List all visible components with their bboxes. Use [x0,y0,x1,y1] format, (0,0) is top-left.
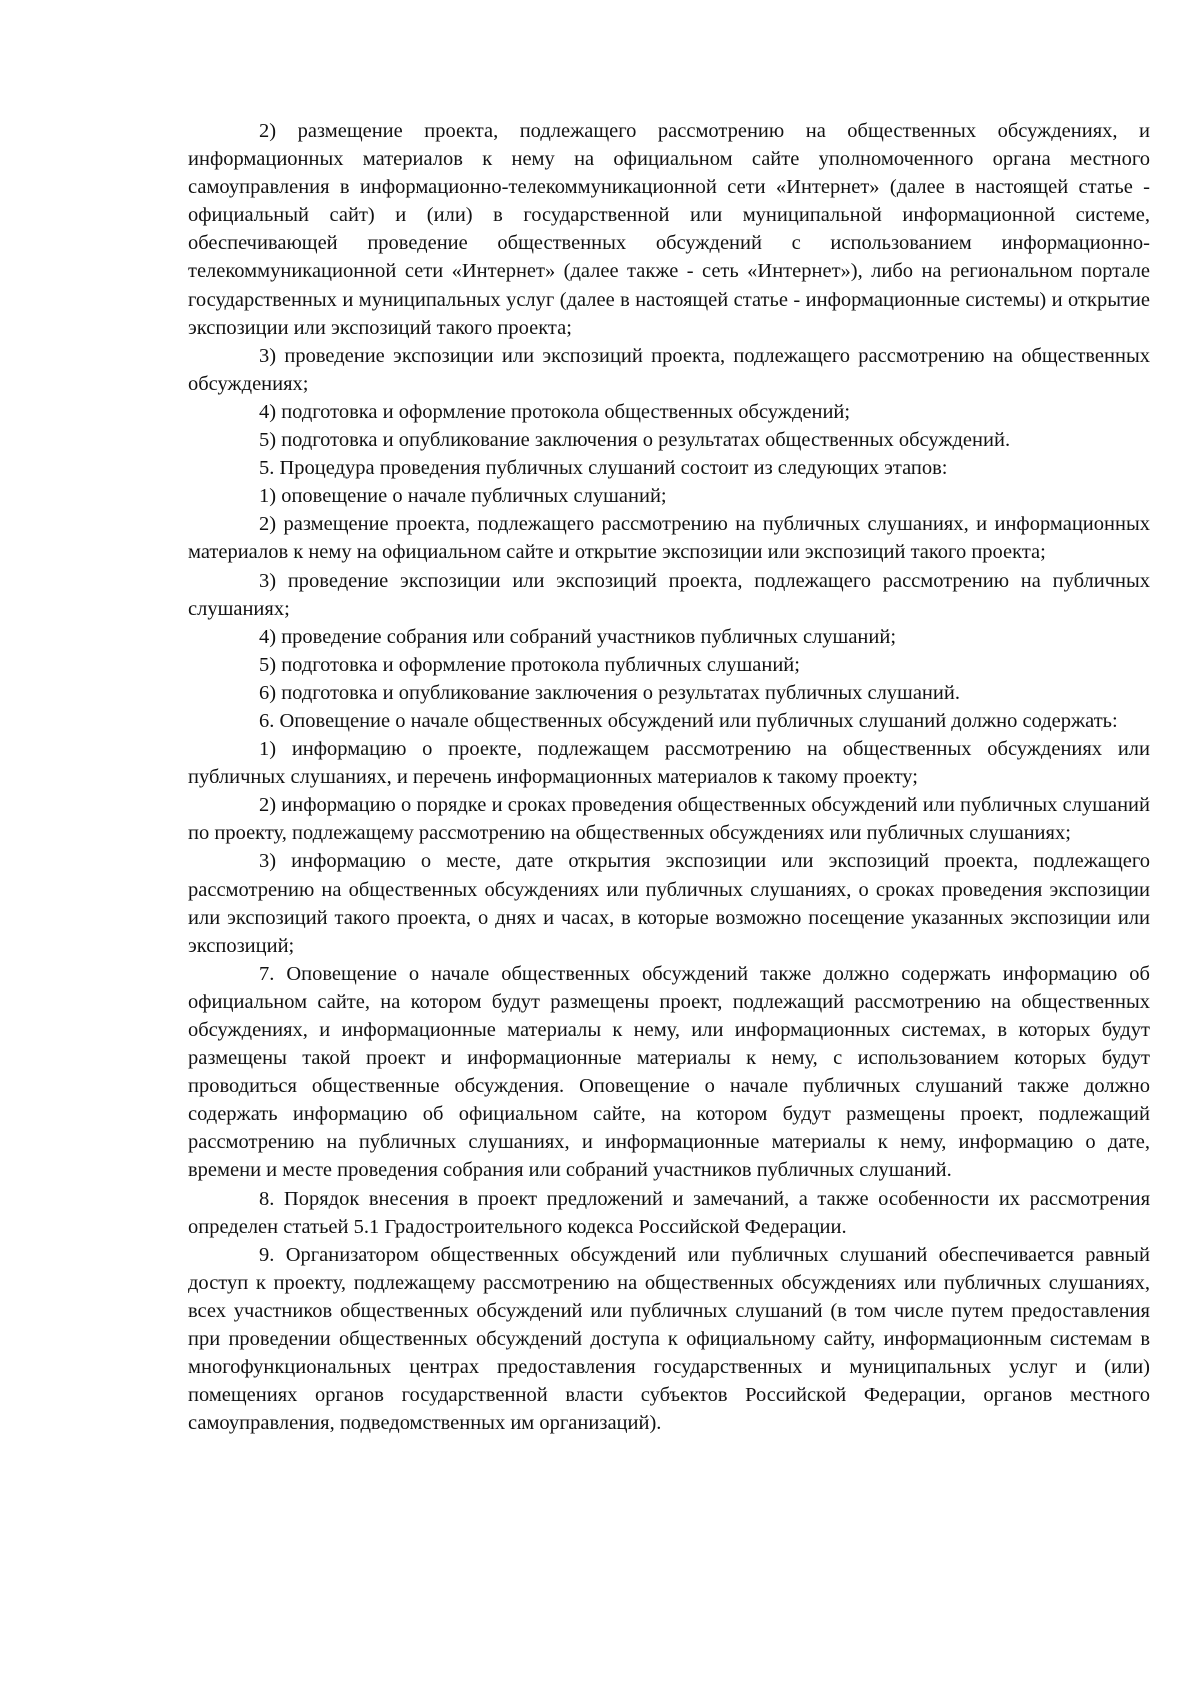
paragraph-item-2-publication: 2) размещение проекта, подлежащего рассмотрению на общественных обсуждениях, и информационных материалов к нему на официальном сайте уполномоченного органа местного самоуправления в информационно-телекоммуникационной сети «Интернет» (далее в настоящей статье - официальный сайт) и (или) в государственной или муниципальной информационной системе, обеспечивающей проведение общественных обсуждений с использованием информационно-телекоммуникационной сети «Интернет» (далее также - сеть «Интернет»), либо на региональном портале государственных и муниципальных услуг (далее в настоящей статье - информационные системы) и открытие экспозиции или экспозиций такого проекта; [188,120,1150,339]
paragraph-section-6: 6. Оповещение о начале общественных обсуждений или публичных слушаний должно содержать: [259,709,1118,732]
paragraph-hearings-item-3: 3) проведение экспозиции или экспозиций проекта, подлежащего рассмотрению на публичных слушаниях; [188,569,1150,620]
paragraph-section-7: 7. Оповещение о начале общественных обсуждений также должно содержать информацию об официальном сайте, на котором будут размещены проект, подлежащий рассмотрению на общественных обсуждениях, и информационные материалы к нему, или информационных системах, в которых будут размещены такой проект и информационные материалы к нему, с использованием которых будут проводиться общественные обсуждения. Оповещение о начале публичных слушаний также должно содержать информацию об официальном сайте, на котором будут размещены проект, подлежащий рассмотрению на публичных слушаниях, и информационные материалы к нему, информацию о дате, времени и месте проведения собрания или собраний участников публичных слушаний. [188,962,1150,1182]
paragraph-notice-item-3: 3) информацию о месте, дате открытия экспозиции или экспозиций проекта, подлежащего рассмотрению на общественных обсуждениях или публичных слушаниях, о сроках проведения экспозиции или экспозиций такого проекта, о днях и часах, в которые возможно посещение указанных экспозиции или экспозиций; [188,850,1150,957]
paragraph-hearings-item-6: 6) подготовка и опубликование заключения о результатах публичных слушаний. [259,681,960,704]
paragraph-section-5: 5. Процедура проведения публичных слушаний состоит из следующих этапов: [259,457,948,480]
paragraph-hearings-item-5: 5) подготовка и оформление протокола публичных слушаний; [259,653,800,676]
paragraph-notice-item-2: 2) информацию о порядке и сроках проведения общественных обсуждений или публичных слушаний по проекту, подлежащему рассмотрению на общественных обсуждениях или публичных слушаниях; [188,794,1150,845]
paragraph-hearings-item-1: 1) оповещение о начале публичных слушаний; [259,485,667,508]
paragraph-item-3-exposition: 3) проведение экспозиции или экспозиций проекта, подлежащего рассмотрению на общественных обсуждениях; [188,344,1150,395]
paragraph-item-4-protocol: 4) подготовка и оформление протокола общественных обсуждений; [259,400,851,423]
paragraph-hearings-item-2: 2) размещение проекта, подлежащего рассмотрению на публичных слушаниях, и информационных материалов к нему на официальном сайте и открытие экспозиции или экспозиций такого проекта; [188,513,1150,564]
paragraph-notice-item-1: 1) информацию о проекте, подлежащем рассмотрению на общественных обсуждениях или публичных слушаниях, и перечень информационных материалов к такому проекту; [188,738,1150,789]
document-page [188,117,1150,1437]
paragraph-item-5-conclusion: 5) подготовка и опубликование заключения о результатах общественных обсуждений. [259,429,1011,452]
paragraph-section-9: 9. Организатором общественных обсуждений или публичных слушаний обеспечивается равный доступ к проекту, подлежащему рассмотрению на общественных обсуждениях или публичных слушаниях, всех участников общественных обсуждений или публичных слушаний (в том числе путем предоставления при проведении общественных обсуждений доступа к официальному сайту, информационным системам в многофункциональных центрах предоставления государственных и муниципальных услуг и (или) помещениях органов государственной власти субъектов Российской Федерации, органов местного самоуправления, подведомственных им организаций). [188,1243,1150,1435]
paragraph-section-8: 8. Порядок внесения в проект предложений и замечаний, а также особенности их рассмотрения определен статьей 5.1 Градостроительного кодекса Российской Федерации. [188,1187,1150,1238]
paragraph-hearings-item-4: 4) проведение собрания или собраний участников публичных слушаний; [259,625,897,648]
